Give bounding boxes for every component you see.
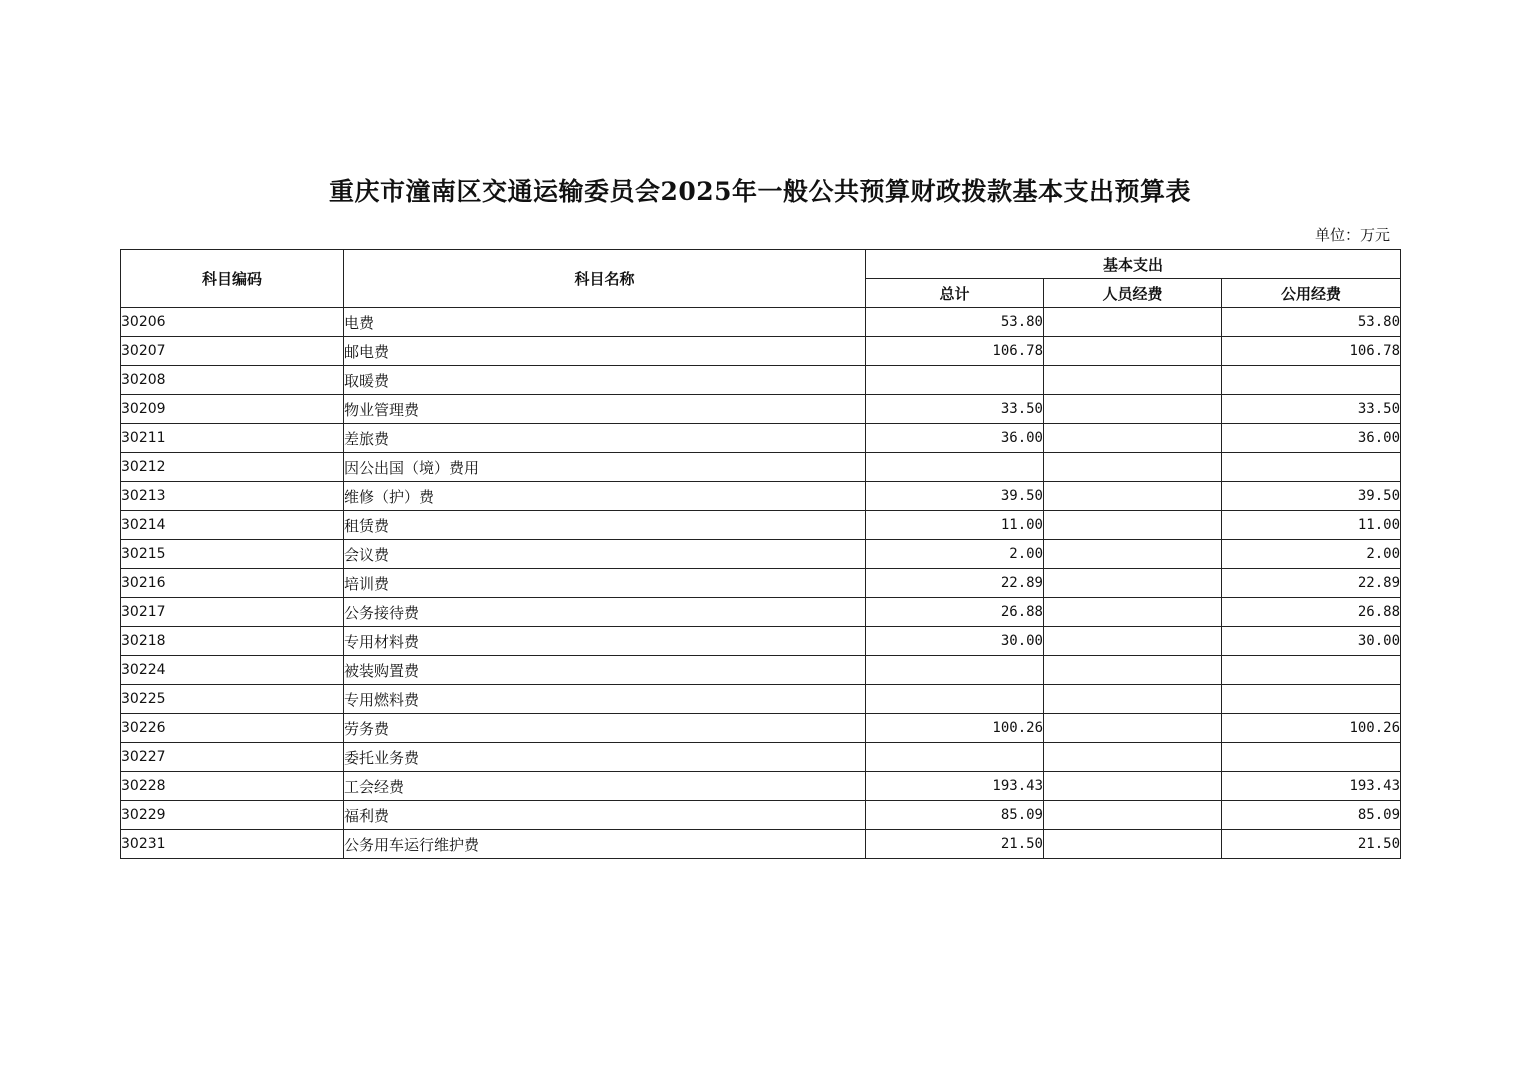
cell-code: 30216 [121,569,344,598]
cell-personnel [1044,830,1222,859]
cell-public: 36.00 [1222,424,1401,453]
table-row [121,743,1401,772]
table-row [121,772,1401,801]
cell-code: 30229 [121,801,344,830]
cell-code: 30206 [121,308,344,337]
header-row [121,250,1401,279]
cell-personnel [1044,453,1222,482]
cell-code: 30208 [121,366,344,395]
header-total: 总计 [866,279,1044,308]
cell-total: 36.00 [866,424,1044,453]
cell-personnel [1044,656,1222,685]
cell-public [1222,743,1401,772]
cell-code: 30214 [121,511,344,540]
cell-public: 53.80 [1222,308,1401,337]
page-title: 重庆市潼南区交通运输委员会2025年一般公共预算财政拨款基本支出预算表 [328,177,1192,206]
cell-public: 21.50 [1222,830,1401,859]
cell-code: 30227 [121,743,344,772]
header-code: 科目编码 [121,250,344,308]
cell-name: 会议费 [344,540,866,569]
cell-code: 30209 [121,395,344,424]
cell-personnel [1044,598,1222,627]
table-row [121,569,1401,598]
table-row [121,366,1401,395]
cell-total: 106.78 [866,337,1044,366]
cell-personnel [1044,627,1222,656]
cell-total: 39.50 [866,482,1044,511]
cell-personnel [1044,424,1222,453]
unit-label: 单位：万元 [1314,226,1390,244]
cell-public [1222,656,1401,685]
table-row [121,685,1401,714]
budget-table [120,249,1401,859]
table-row [121,482,1401,511]
cell-public: 33.50 [1222,395,1401,424]
cell-name: 公务用车运行维护费 [344,830,866,859]
table-row [121,598,1401,627]
cell-public: 2.00 [1222,540,1401,569]
table-row [121,714,1401,743]
table-body [121,308,1401,859]
table-row [121,453,1401,482]
cell-total [866,453,1044,482]
cell-name: 福利费 [344,801,866,830]
cell-total: 53.80 [866,308,1044,337]
header-name: 科目名称 [344,250,866,308]
cell-code: 30211 [121,424,344,453]
cell-total [866,743,1044,772]
cell-total: 21.50 [866,830,1044,859]
cell-name: 维修（护）费 [344,482,866,511]
cell-public: 100.26 [1222,714,1401,743]
cell-name: 劳务费 [344,714,866,743]
table-row [121,801,1401,830]
cell-code: 30224 [121,656,344,685]
cell-total: 22.89 [866,569,1044,598]
cell-code: 30213 [121,482,344,511]
cell-personnel [1044,743,1222,772]
cell-name: 委托业务费 [344,743,866,772]
cell-name: 租赁费 [344,511,866,540]
cell-name: 差旅费 [344,424,866,453]
cell-code: 30225 [121,685,344,714]
cell-total: 2.00 [866,540,1044,569]
cell-code: 30231 [121,830,344,859]
cell-total: 30.00 [866,627,1044,656]
cell-name: 工会经费 [344,772,866,801]
cell-total [866,656,1044,685]
cell-personnel [1044,482,1222,511]
header-public: 公用经费 [1222,279,1401,308]
cell-public: 26.88 [1222,598,1401,627]
cell-total: 26.88 [866,598,1044,627]
cell-name: 培训费 [344,569,866,598]
cell-name: 因公出国（境）费用 [344,453,866,482]
cell-total: 193.43 [866,772,1044,801]
cell-public: 39.50 [1222,482,1401,511]
cell-name: 物业管理费 [344,395,866,424]
cell-code: 30207 [121,337,344,366]
table-row [121,308,1401,337]
cell-public: 11.00 [1222,511,1401,540]
cell-personnel [1044,337,1222,366]
cell-personnel [1044,714,1222,743]
cell-name: 邮电费 [344,337,866,366]
cell-public: 193.43 [1222,772,1401,801]
table-row [121,540,1401,569]
cell-code: 30218 [121,627,344,656]
cell-code: 30215 [121,540,344,569]
cell-total: 100.26 [866,714,1044,743]
cell-name: 电费 [344,308,866,337]
cell-total: 85.09 [866,801,1044,830]
header-personnel: 人员经费 [1044,279,1222,308]
table-row [121,395,1401,424]
table-row [121,337,1401,366]
table-row [121,424,1401,453]
cell-total [866,366,1044,395]
cell-personnel [1044,308,1222,337]
table-header [121,250,1401,308]
cell-personnel [1044,366,1222,395]
cell-total: 11.00 [866,511,1044,540]
cell-public: 30.00 [1222,627,1401,656]
cell-public [1222,453,1401,482]
cell-personnel [1044,801,1222,830]
cell-personnel [1044,395,1222,424]
cell-public: 22.89 [1222,569,1401,598]
cell-total [866,685,1044,714]
cell-code: 30217 [121,598,344,627]
cell-personnel [1044,772,1222,801]
cell-name: 被装购置费 [344,656,866,685]
table-row [121,627,1401,656]
table-row [121,830,1401,859]
table-row [121,511,1401,540]
table-row [121,656,1401,685]
header-basic-expenditure: 基本支出 [866,250,1401,279]
cell-name: 公务接待费 [344,598,866,627]
cell-name: 专用材料费 [344,627,866,656]
cell-personnel [1044,540,1222,569]
cell-personnel [1044,569,1222,598]
cell-code: 30212 [121,453,344,482]
cell-public: 106.78 [1222,337,1401,366]
cell-name: 取暖费 [344,366,866,395]
cell-personnel [1044,511,1222,540]
cell-public [1222,685,1401,714]
cell-code: 30228 [121,772,344,801]
cell-total: 33.50 [866,395,1044,424]
cell-name: 专用燃料费 [344,685,866,714]
cell-code: 30226 [121,714,344,743]
cell-public [1222,366,1401,395]
cell-personnel [1044,685,1222,714]
cell-public: 85.09 [1222,801,1401,830]
